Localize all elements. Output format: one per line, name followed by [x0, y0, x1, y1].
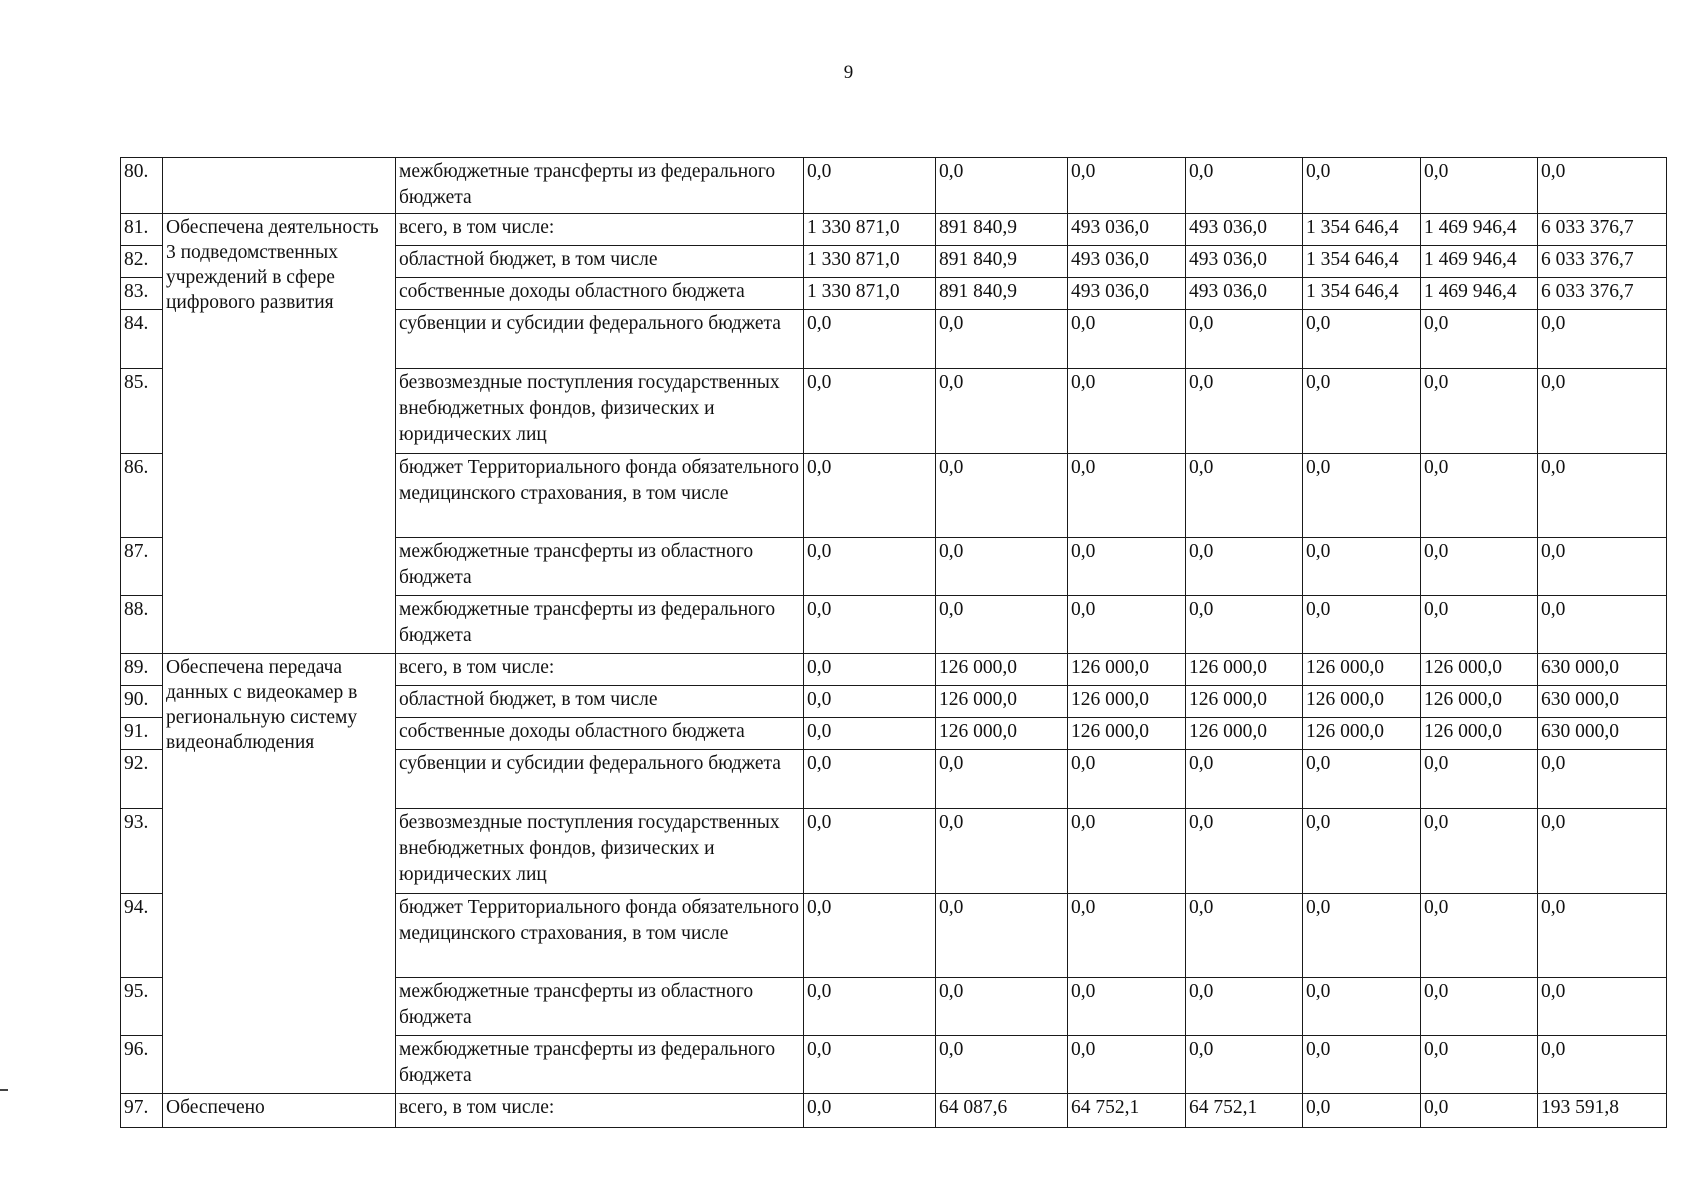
- value-year-2: 0,0: [936, 158, 1068, 214]
- row-number: 87.: [121, 538, 163, 596]
- value-year-5: 0,0: [1303, 310, 1421, 369]
- value-year-3: 0,0: [1068, 1036, 1186, 1094]
- value-year-6: 126 000,0: [1421, 654, 1538, 686]
- value-year-4: 0,0: [1186, 978, 1303, 1036]
- row-number: 84.: [121, 310, 163, 369]
- value-total: 0,0: [1538, 454, 1667, 538]
- value-year-6: 0,0: [1421, 1036, 1538, 1094]
- value-year-5: 0,0: [1303, 369, 1421, 454]
- value-year-4: 0,0: [1186, 454, 1303, 538]
- value-year-4: 0,0: [1186, 369, 1303, 454]
- value-year-2: 0,0: [936, 750, 1068, 809]
- value-year-1: 0,0: [804, 718, 936, 750]
- value-total: 630 000,0: [1538, 718, 1667, 750]
- value-year-5: 0,0: [1303, 538, 1421, 596]
- result-description: Обеспечена деятельность 3 подведомственных учреждений в сфере цифрового развития: [163, 214, 396, 654]
- funding-source-label: межбюджетные трансферты из федерального бюджета: [396, 158, 804, 214]
- value-year-5: 0,0: [1303, 894, 1421, 978]
- value-year-2: 0,0: [936, 538, 1068, 596]
- value-year-6: 126 000,0: [1421, 686, 1538, 718]
- value-total: 0,0: [1538, 310, 1667, 369]
- row-number: 81.: [121, 214, 163, 246]
- value-year-5: 0,0: [1303, 978, 1421, 1036]
- page-number: 9: [843, 62, 854, 83]
- value-year-5: 126 000,0: [1303, 654, 1421, 686]
- value-year-4: 0,0: [1186, 750, 1303, 809]
- value-year-1: 0,0: [804, 310, 936, 369]
- value-total: 0,0: [1538, 978, 1667, 1036]
- value-year-6: 0,0: [1421, 809, 1538, 894]
- value-year-5: 0,0: [1303, 1036, 1421, 1094]
- value-year-2: 0,0: [936, 894, 1068, 978]
- value-year-2: 0,0: [936, 809, 1068, 894]
- funding-source-label: субвенции и субсидии федерального бюджета: [396, 750, 804, 809]
- value-year-6: 0,0: [1421, 158, 1538, 214]
- value-year-5: 0,0: [1303, 1094, 1421, 1128]
- funding-source-label: безвозмездные поступления государственных внебюджетных фондов, физических и юридических лиц: [396, 369, 804, 454]
- value-year-3: 0,0: [1068, 894, 1186, 978]
- value-year-3: 0,0: [1068, 596, 1186, 654]
- value-year-5: 1 354 646,4: [1303, 278, 1421, 310]
- value-year-3: 126 000,0: [1068, 718, 1186, 750]
- value-year-3: 126 000,0: [1068, 654, 1186, 686]
- value-year-5: 1 354 646,4: [1303, 214, 1421, 246]
- value-year-1: 0,0: [804, 158, 936, 214]
- value-year-1: 0,0: [804, 978, 936, 1036]
- value-year-4: 0,0: [1186, 1036, 1303, 1094]
- value-total: 6 033 376,7: [1538, 246, 1667, 278]
- value-year-1: 0,0: [804, 686, 936, 718]
- value-year-5: 0,0: [1303, 596, 1421, 654]
- funding-source-label: межбюджетные трансферты из областного бюджета: [396, 978, 804, 1036]
- value-year-3: 0,0: [1068, 158, 1186, 214]
- value-year-1: 1 330 871,0: [804, 278, 936, 310]
- value-year-6: 0,0: [1421, 978, 1538, 1036]
- funding-source-label: межбюджетные трансферты из федерального бюджета: [396, 1036, 804, 1094]
- row-number: 91.: [121, 718, 163, 750]
- value-year-3: 0,0: [1068, 978, 1186, 1036]
- value-total: 0,0: [1538, 538, 1667, 596]
- budget-table-body: [121, 158, 1667, 1128]
- value-year-4: 126 000,0: [1186, 718, 1303, 750]
- value-year-1: 0,0: [804, 454, 936, 538]
- value-year-2: 891 840,9: [936, 246, 1068, 278]
- value-year-5: 0,0: [1303, 454, 1421, 538]
- value-year-1: 0,0: [804, 1036, 936, 1094]
- value-year-5: 0,0: [1303, 750, 1421, 809]
- value-year-1: 0,0: [804, 596, 936, 654]
- value-year-1: 0,0: [804, 809, 936, 894]
- value-year-2: 0,0: [936, 978, 1068, 1036]
- value-year-2: 0,0: [936, 310, 1068, 369]
- value-year-6: 0,0: [1421, 538, 1538, 596]
- value-year-1: 0,0: [804, 1094, 936, 1128]
- value-year-2: 0,0: [936, 369, 1068, 454]
- funding-source-label: всего, в том числе:: [396, 214, 804, 246]
- row-number: 85.: [121, 369, 163, 454]
- funding-source-label: субвенции и субсидии федерального бюджета: [396, 310, 804, 369]
- row-number: 95.: [121, 978, 163, 1036]
- value-year-2: 0,0: [936, 1036, 1068, 1094]
- row-number: 90.: [121, 686, 163, 718]
- value-year-4: 0,0: [1186, 310, 1303, 369]
- value-year-2: 126 000,0: [936, 654, 1068, 686]
- value-year-6: 1 469 946,4: [1421, 214, 1538, 246]
- table-row: [121, 1094, 1667, 1128]
- value-year-4: 0,0: [1186, 809, 1303, 894]
- value-year-2: 126 000,0: [936, 718, 1068, 750]
- funding-source-label: межбюджетные трансферты из областного бюджета: [396, 538, 804, 596]
- value-year-2: 891 840,9: [936, 214, 1068, 246]
- value-year-1: 0,0: [804, 894, 936, 978]
- value-year-4: 493 036,0: [1186, 278, 1303, 310]
- funding-source-label: собственные доходы областного бюджета: [396, 718, 804, 750]
- value-year-6: 1 469 946,4: [1421, 278, 1538, 310]
- value-year-6: 0,0: [1421, 310, 1538, 369]
- value-year-2: 0,0: [936, 596, 1068, 654]
- funding-source-label: собственные доходы областного бюджета: [396, 278, 804, 310]
- value-year-4: 493 036,0: [1186, 214, 1303, 246]
- value-year-2: 126 000,0: [936, 686, 1068, 718]
- result-description: Обеспечена передача данных с видеокамер в региональную систему видеонаблюдения: [163, 654, 396, 1094]
- funding-source-label: безвозмездные поступления государственных внебюджетных фондов, физических и юридических лиц: [396, 809, 804, 894]
- value-total: 0,0: [1538, 596, 1667, 654]
- value-year-6: 0,0: [1421, 750, 1538, 809]
- value-year-4: 493 036,0: [1186, 246, 1303, 278]
- value-year-3: 126 000,0: [1068, 686, 1186, 718]
- value-total: 0,0: [1538, 158, 1667, 214]
- table-row: [121, 654, 1667, 686]
- value-total: 0,0: [1538, 809, 1667, 894]
- funding-source-label: всего, в том числе:: [396, 1094, 804, 1128]
- value-year-3: 0,0: [1068, 538, 1186, 596]
- funding-source-label: областной бюджет, в том числе: [396, 686, 804, 718]
- value-year-6: 0,0: [1421, 596, 1538, 654]
- value-year-6: 0,0: [1421, 894, 1538, 978]
- value-total: 6 033 376,7: [1538, 214, 1667, 246]
- row-number: 92.: [121, 750, 163, 809]
- value-year-1: 1 330 871,0: [804, 246, 936, 278]
- margin-mark: [0, 1089, 8, 1091]
- row-number: 82.: [121, 246, 163, 278]
- value-total: 193 591,8: [1538, 1094, 1667, 1128]
- value-year-3: 0,0: [1068, 454, 1186, 538]
- value-year-1: 1 330 871,0: [804, 214, 936, 246]
- value-year-6: 0,0: [1421, 1094, 1538, 1128]
- value-year-2: 891 840,9: [936, 278, 1068, 310]
- table-row: [121, 214, 1667, 246]
- value-total: 630 000,0: [1538, 654, 1667, 686]
- result-description: [163, 158, 396, 214]
- value-total: 0,0: [1538, 369, 1667, 454]
- value-year-4: 0,0: [1186, 596, 1303, 654]
- value-year-2: 64 087,6: [936, 1094, 1068, 1128]
- value-year-3: 64 752,1: [1068, 1094, 1186, 1128]
- value-year-1: 0,0: [804, 369, 936, 454]
- value-year-4: 64 752,1: [1186, 1094, 1303, 1128]
- row-number: 93.: [121, 809, 163, 894]
- value-total: 0,0: [1538, 750, 1667, 809]
- value-year-3: 493 036,0: [1068, 214, 1186, 246]
- value-year-3: 0,0: [1068, 310, 1186, 369]
- value-year-4: 0,0: [1186, 158, 1303, 214]
- budget-table: [120, 157, 1667, 1128]
- value-total: 0,0: [1538, 1036, 1667, 1094]
- value-total: 630 000,0: [1538, 686, 1667, 718]
- value-year-4: 126 000,0: [1186, 686, 1303, 718]
- value-total: 0,0: [1538, 894, 1667, 978]
- value-year-3: 493 036,0: [1068, 246, 1186, 278]
- value-year-5: 0,0: [1303, 809, 1421, 894]
- value-year-3: 0,0: [1068, 369, 1186, 454]
- row-number: 88.: [121, 596, 163, 654]
- funding-source-label: бюджет Территориального фонда обязательного медицинского страхования, в том числе: [396, 894, 804, 978]
- value-year-3: 0,0: [1068, 750, 1186, 809]
- value-year-6: 0,0: [1421, 454, 1538, 538]
- row-number: 96.: [121, 1036, 163, 1094]
- funding-source-label: всего, в том числе:: [396, 654, 804, 686]
- row-number: 94.: [121, 894, 163, 978]
- value-year-1: 0,0: [804, 750, 936, 809]
- value-year-6: 1 469 946,4: [1421, 246, 1538, 278]
- result-description: Обеспечено: [163, 1094, 396, 1128]
- row-number: 80.: [121, 158, 163, 214]
- value-year-2: 0,0: [936, 454, 1068, 538]
- value-year-6: 0,0: [1421, 369, 1538, 454]
- value-total: 6 033 376,7: [1538, 278, 1667, 310]
- value-year-5: 126 000,0: [1303, 718, 1421, 750]
- value-year-1: 0,0: [804, 654, 936, 686]
- value-year-1: 0,0: [804, 538, 936, 596]
- row-number: 89.: [121, 654, 163, 686]
- value-year-5: 126 000,0: [1303, 686, 1421, 718]
- value-year-4: 0,0: [1186, 894, 1303, 978]
- value-year-5: 0,0: [1303, 158, 1421, 214]
- row-number: 86.: [121, 454, 163, 538]
- value-year-3: 493 036,0: [1068, 278, 1186, 310]
- row-number: 83.: [121, 278, 163, 310]
- funding-source-label: бюджет Территориального фонда обязательного медицинского страхования, в том числе: [396, 454, 804, 538]
- funding-source-label: межбюджетные трансферты из федерального бюджета: [396, 596, 804, 654]
- value-year-4: 0,0: [1186, 538, 1303, 596]
- value-year-5: 1 354 646,4: [1303, 246, 1421, 278]
- row-number: 97.: [121, 1094, 163, 1128]
- funding-source-label: областной бюджет, в том числе: [396, 246, 804, 278]
- value-year-6: 126 000,0: [1421, 718, 1538, 750]
- value-year-3: 0,0: [1068, 809, 1186, 894]
- table-row: [121, 158, 1667, 214]
- value-year-4: 126 000,0: [1186, 654, 1303, 686]
